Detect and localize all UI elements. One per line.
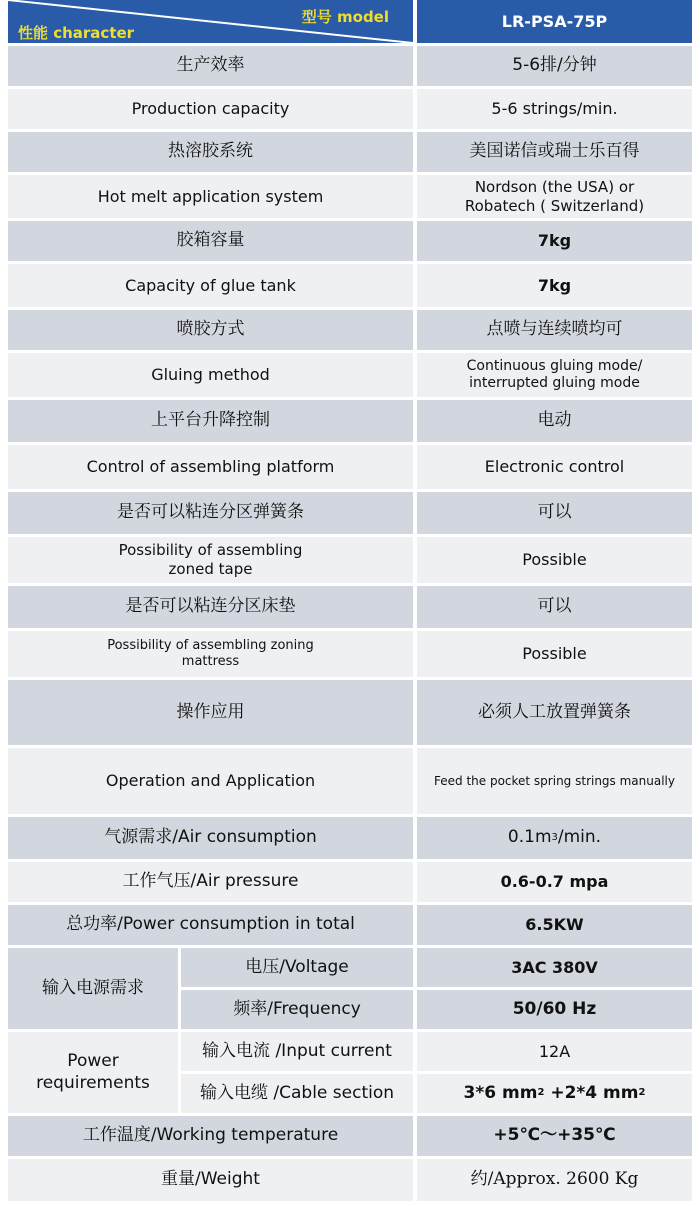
spec-value: 约/Approx. 2600 Kg: [417, 1159, 692, 1201]
power-group-en-line: requirements: [36, 1072, 150, 1093]
spec-value: 5-6排/分钟: [417, 46, 692, 86]
spec-label: 上平台升降控制: [8, 400, 413, 442]
spec-label-line: Possibility of assembling: [118, 541, 303, 560]
spec-label: 是否可以粘连分区床垫: [8, 586, 413, 628]
spec-value-line: Nordson (the USA) or: [474, 177, 635, 196]
spec-value: 可以: [417, 492, 692, 534]
spec-value: Electronic control: [417, 445, 692, 489]
spec-label: 频率/Frequency: [181, 990, 413, 1029]
spec-value-part: 0.1m: [507, 827, 552, 848]
spec-label: Operation and Application: [8, 748, 413, 814]
spec-value: 6.5KW: [417, 905, 692, 945]
spec-label: 是否可以粘连分区弹簧条: [8, 492, 413, 534]
spec-value: 可以: [417, 586, 692, 628]
spec-label: 输入电缆 /Cable section: [181, 1074, 413, 1113]
spec-label: 喷胶方式: [8, 310, 413, 350]
spec-label: 输入电流 /Input current: [181, 1032, 413, 1071]
header-left: [8, 0, 413, 43]
spec-value: 3AC 380V: [417, 948, 692, 987]
spec-label-line: zoned tape: [168, 560, 253, 578]
spec-label: Hot melt application system: [8, 175, 413, 218]
spec-label: 重量/Weight: [8, 1159, 413, 1201]
spec-value: 美国诺信或瑞士乐百得: [417, 132, 692, 172]
spec-value: Possible: [417, 537, 692, 583]
spec-label: 工作温度/Working temperature: [8, 1116, 413, 1156]
spec-value: [417, 175, 692, 218]
spec-value: 电动: [417, 400, 692, 442]
spec-value: 7kg: [417, 264, 692, 307]
spec-value: 12A: [417, 1032, 692, 1071]
spec-label-line: mattress: [181, 654, 240, 669]
spec-label: 热溶胶系统: [8, 132, 413, 172]
spec-value: [417, 1074, 692, 1113]
spec-value-part: +2*4 mm: [544, 1082, 639, 1103]
model-label: 型号 model: [301, 8, 389, 26]
spec-label: 总功率/Power consumption in total: [8, 905, 413, 945]
spec-value: Feed the pocket spring strings manually: [417, 748, 692, 814]
spec-label: 工作气压/Air pressure: [8, 862, 413, 902]
spec-value: +5℃～+35℃: [417, 1116, 692, 1156]
spec-value-line: interrupted gluing mode: [469, 375, 640, 391]
superscript: 3: [551, 831, 558, 843]
spec-label: Gluing method: [8, 353, 413, 397]
spec-value: 0.6-0.7 mpa: [417, 862, 692, 902]
spec-label: 气源需求/Air consumption: [8, 817, 413, 859]
spec-value: 5-6 strings/min.: [417, 89, 692, 129]
spec-label-line: Possibility of assembling zoning: [107, 637, 314, 653]
spec-value-part: /min.: [557, 827, 602, 848]
spec-value: Possible: [417, 631, 692, 677]
spec-value-line: Continuous gluing mode/: [466, 357, 643, 374]
power-group-en: [8, 1032, 178, 1113]
spec-value: 点喷与连续喷均可: [417, 310, 692, 350]
spec-value: 50/60 Hz: [417, 990, 692, 1029]
spec-value-line: Robatech ( Switzerland): [464, 196, 645, 215]
power-group-cn: 输入电源需求: [8, 948, 178, 1029]
superscript: 2: [638, 1087, 646, 1099]
spec-value: 必须人工放置弹簧条: [417, 680, 692, 745]
spec-value: [417, 817, 692, 859]
spec-value-part: 3*6 mm: [463, 1082, 538, 1103]
spec-label: Capacity of glue tank: [8, 264, 413, 307]
spec-label: 电压/Voltage: [181, 948, 413, 987]
spec-label: [8, 631, 413, 677]
spec-label: [8, 537, 413, 583]
spec-label: 操作应用: [8, 680, 413, 745]
model-value: LR-PSA-75P: [417, 0, 692, 43]
spec-value: 7kg: [417, 221, 692, 261]
character-label: 性能 character: [18, 24, 135, 42]
spec-value: [417, 353, 692, 397]
superscript: 2: [537, 1087, 545, 1099]
spec-label: 生产效率: [8, 46, 413, 86]
power-group-en-line: Power: [67, 1051, 119, 1072]
spec-label: 胶箱容量: [8, 221, 413, 261]
spec-label: Production capacity: [8, 89, 413, 129]
spec-label: Control of assembling platform: [8, 445, 413, 489]
